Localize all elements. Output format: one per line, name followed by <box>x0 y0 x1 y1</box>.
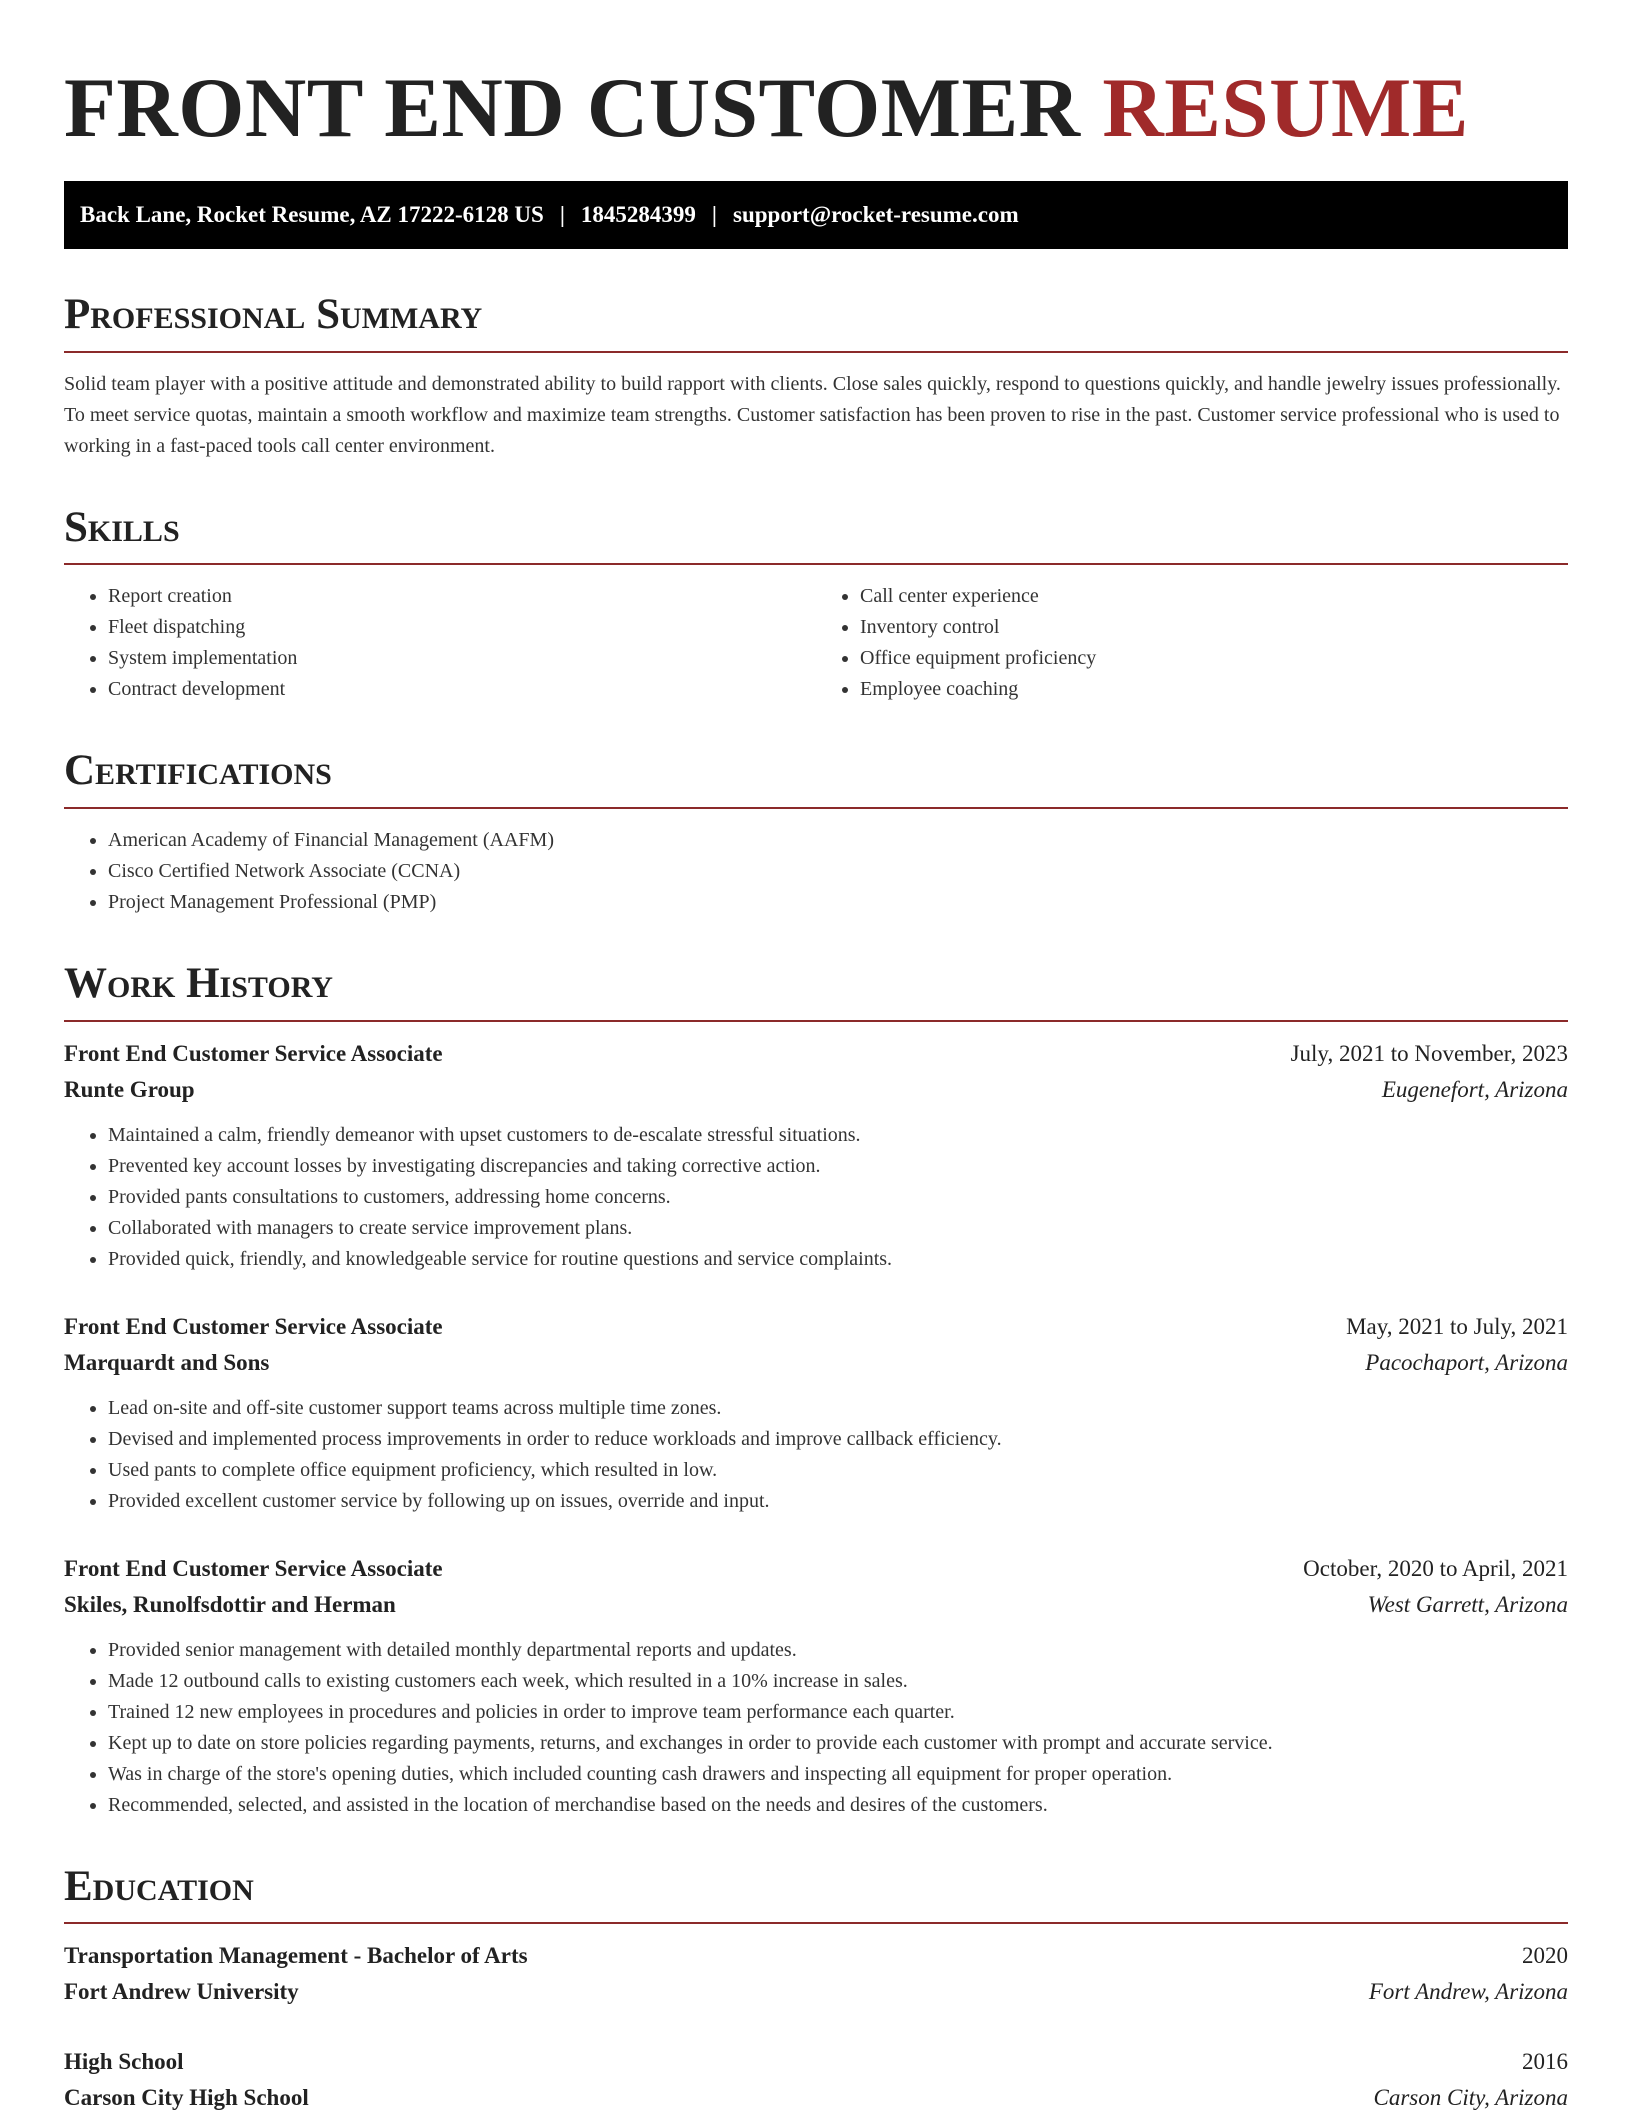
job-bullet: • Collaborated with managers to create service improvement plans. <box>108 1213 1568 1244</box>
certification-item: • Project Management Professional (PMP) <box>108 887 1568 918</box>
education-location: Fort Andrew, Arizona <box>1368 1979 1568 2005</box>
job-bullet: • Provided senior management with detailed monthly departmental reports and updates. <box>108 1635 1568 1666</box>
job-bullet: • Kept up to date on store policies regarding payments, returns, and exchanges in order to provide each customer with prompt and accurate service. <box>108 1728 1568 1759</box>
job-bullets <box>64 1120 1568 1275</box>
job-subheader <box>64 1345 1568 1381</box>
job-title: Front End Customer Service Associate <box>64 1040 443 1066</box>
certifications-section <box>64 745 1568 918</box>
job-company: Runte Group <box>64 1076 195 1102</box>
job-header <box>64 1551 1568 1587</box>
education-school: Fort Andrew University <box>64 1979 299 2005</box>
job-title: Front End Customer Service Associate <box>64 1313 443 1339</box>
job-location: Pacochaport, Arizona <box>1365 1349 1568 1375</box>
certifications-heading: Certifications <box>64 745 1568 809</box>
certification-item: • Cisco Certified Network Associate (CCNA) <box>108 856 1568 887</box>
job-bullets <box>64 1635 1568 1821</box>
skills-grid <box>64 565 1568 705</box>
skill-item: • Report creation <box>108 581 816 612</box>
work-section <box>64 958 1568 1821</box>
summary-text: Solid team player with a positive attitude and demonstrated ability to build rapport with clients. Close sales quickly, respond to questions quickly, and handle jewelry issues professionally. To meet service quotas, maintain a smooth workflow and maximize team strengths. Customer satisfaction has been proven to rise in the past. Customer service professional who is used to working in a fast-paced tools call center environment. <box>64 372 1561 457</box>
job-bullet: • Devised and implemented process improvements in order to reduce workloads and improve callback efficiency. <box>108 1424 1568 1455</box>
education-heading: Education <box>64 1861 1568 1925</box>
job-bullet: • Provided pants consultations to customers, addressing home concerns. <box>108 1182 1568 1213</box>
summary-section <box>64 289 1568 462</box>
job-bullet: • Trained 12 new employees in procedures and policies in order to improve team performance each quarter. <box>108 1697 1568 1728</box>
job-company: Skiles, Runolfsdottir and Herman <box>64 1591 396 1617</box>
job-location: West Garrett, Arizona <box>1367 1591 1568 1617</box>
contact-address: Back Lane, Rocket Resume, AZ 17222-6128 US <box>80 202 544 228</box>
job-location: Eugenefort, Arizona <box>1381 1076 1568 1102</box>
job-title: Front End Customer Service Associate <box>64 1555 443 1581</box>
education-header <box>64 2044 1568 2080</box>
skill-item: • Employee coaching <box>860 674 1568 705</box>
work-heading: Work History <box>64 958 1568 1022</box>
education-section <box>64 1861 1568 2116</box>
summary-heading: Professional Summary <box>64 289 1568 353</box>
contact-separator: | <box>711 202 717 228</box>
education-degree: High School <box>64 2049 184 2075</box>
skill-item: • Call center experience <box>860 581 1568 612</box>
contact-separator: | <box>559 202 565 228</box>
job-bullet: • Maintained a calm, friendly demeanor with upset customers to de-escalate stressful situations. <box>108 1120 1568 1151</box>
job-bullet: • Provided quick, friendly, and knowledgeable service for routine questions and service complaints. <box>108 1244 1568 1275</box>
job-subheader <box>64 1587 1568 1623</box>
job-bullet: • Prevented key account losses by investigating discrepancies and taking corrective action. <box>108 1151 1568 1182</box>
job-bullet: • Recommended, selected, and assisted in the location of merchandise based on the needs and desires of the customers. <box>108 1790 1568 1821</box>
education-entry <box>64 2044 1568 2116</box>
education-year: 2016 <box>1522 2049 1568 2075</box>
job-entry <box>64 1036 1568 1275</box>
job-bullet: • Provided excellent customer service by following up on issues, override and input. <box>108 1486 1568 1517</box>
skills-section <box>64 502 1568 706</box>
job-dates: July, 2021 to November, 2023 <box>1290 1040 1568 1066</box>
skills-list-right <box>816 581 1568 705</box>
job-bullet: • Made 12 outbound calls to existing customers each week, which resulted in a 10% increase in sales. <box>108 1666 1568 1697</box>
education-subheader <box>64 2080 1568 2116</box>
skills-list-left <box>64 581 816 705</box>
skill-item: • Office equipment proficiency <box>860 643 1568 674</box>
contact-email: support@rocket-resume.com <box>733 202 1019 228</box>
job-bullet: • Lead on-site and off-site customer support teams across multiple time zones. <box>108 1393 1568 1424</box>
job-dates: May, 2021 to July, 2021 <box>1346 1313 1568 1339</box>
contact-bar <box>64 181 1568 249</box>
education-entry <box>64 1938 1568 2010</box>
resume-title <box>64 55 1568 161</box>
job-header <box>64 1036 1568 1072</box>
skills-heading: Skills <box>64 502 1568 566</box>
certifications-list <box>64 825 1568 918</box>
job-subheader <box>64 1072 1568 1108</box>
certification-item: • American Academy of Financial Management (AAFM) <box>108 825 1568 856</box>
job-entry <box>64 1551 1568 1821</box>
job-bullet: • Used pants to complete office equipment proficiency, which resulted in low. <box>108 1455 1568 1486</box>
job-bullets <box>64 1393 1568 1517</box>
title-main: FRONT END CUSTOMER <box>64 61 1081 155</box>
education-school: Carson City High School <box>64 2085 309 2111</box>
contact-phone: 1845284399 <box>580 202 696 228</box>
job-entry <box>64 1309 1568 1517</box>
job-company: Marquardt and Sons <box>64 1349 270 1375</box>
education-location: Carson City, Arizona <box>1373 2085 1568 2111</box>
skill-item: • Fleet dispatching <box>108 612 816 643</box>
job-header <box>64 1309 1568 1345</box>
job-bullet: • Was in charge of the store's opening duties, which included counting cash drawers and inspecting all equipment for proper operation. <box>108 1759 1568 1790</box>
education-degree: Transportation Management - Bachelor of Arts <box>64 1943 528 1969</box>
education-year: 2020 <box>1522 1943 1568 1969</box>
skill-item: • Contract development <box>108 674 816 705</box>
education-subheader <box>64 1974 1568 2010</box>
job-dates: October, 2020 to April, 2021 <box>1303 1555 1568 1581</box>
title-accent: RESUME <box>1102 61 1469 155</box>
education-header <box>64 1938 1568 1974</box>
skill-item: • Inventory control <box>860 612 1568 643</box>
skill-item: • System implementation <box>108 643 816 674</box>
